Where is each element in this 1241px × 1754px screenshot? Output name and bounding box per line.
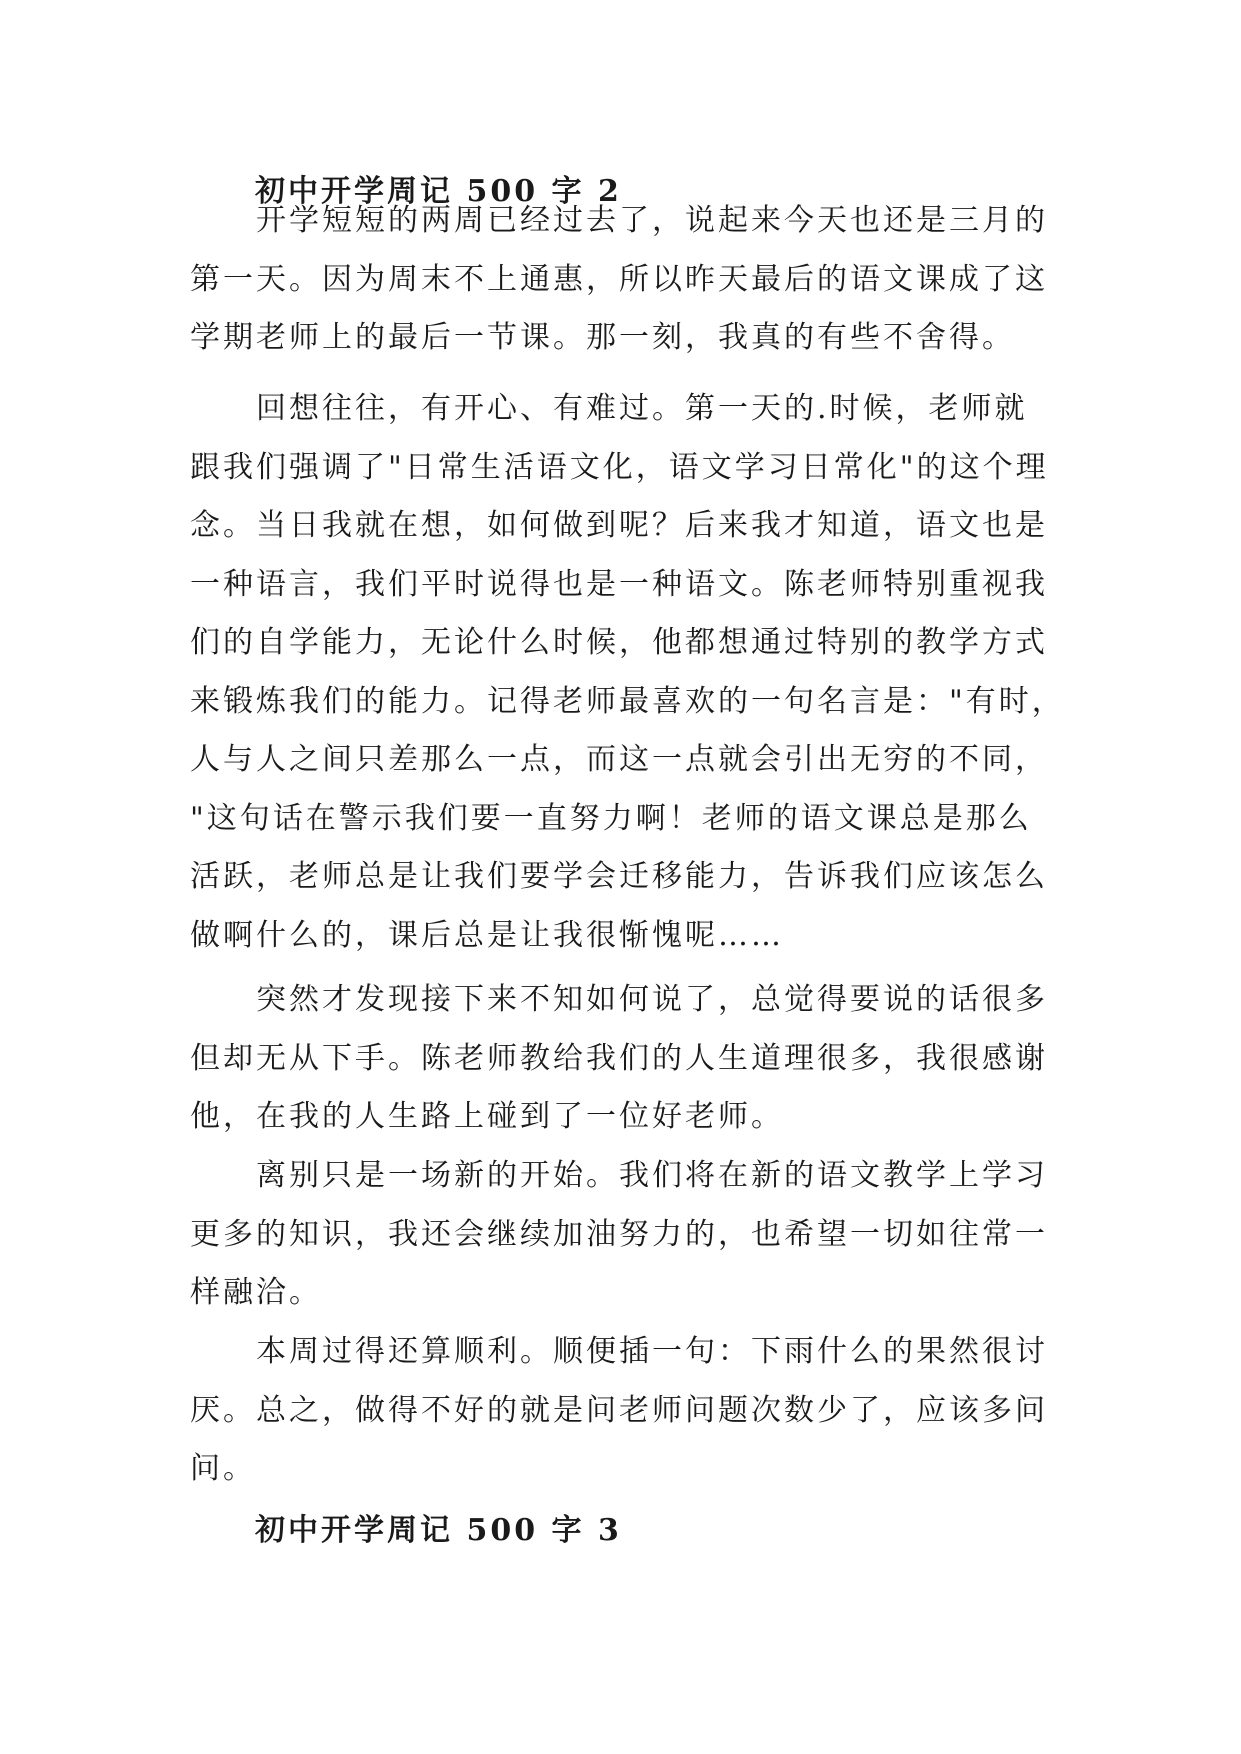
paragraph-line: 问。 (190, 1451, 256, 1486)
paragraph-line: 但却无从下手。陈老师教给我们的人生道理很多，我很感谢 (190, 1040, 1048, 1076)
paragraph-line: 更多的知识，我还会继续加油努力的，也希望一切如往常一 (190, 1216, 1048, 1252)
paragraph-line: 们的自学能力，无论什么时候，他都想通过特别的教学方式 (190, 625, 1048, 660)
paragraph-line: 学期老师上的最后一节课。那一刻，我真的有些不舍得。 (190, 320, 1015, 355)
paragraph-line: 他，在我的人生路上碰到了一位好老师。 (190, 1099, 784, 1134)
section-heading-2: 初中开学周记 500 字 2 (255, 174, 622, 209)
paragraph-line: 开学短短的两周已经过去了，说起来今天也还是三月的 (190, 203, 1048, 238)
paragraph-line: 突然才发现接下来不知如何说了，总觉得要说的话很多 (190, 982, 1048, 1017)
paragraph-line: 一种语言，我们平时说得也是一种语文。陈老师特别重视我 (190, 566, 1048, 602)
paragraph-line: 做啊什么的，课后总是让我很惭愧呢…… (190, 917, 784, 953)
paragraph-line: 离别只是一场新的开始。我们将在新的语文教学上学习 (190, 1158, 1048, 1193)
paragraph-1 (190, 192, 1060, 368)
section-heading-3: 初中开学周记 500 字 3 (255, 1513, 622, 1548)
paragraph-line: 念。当日我就在想，如何做到呢？后来我才知道，语文也是 (190, 508, 1048, 543)
paragraph-line: 样融洽。 (190, 1275, 322, 1310)
paragraph-5 (190, 1323, 1060, 1499)
paragraph-line: 来锻炼我们的能力。记得老师最喜欢的一句名言是："有时， (190, 683, 1065, 719)
paragraph-line: 回想往往，有开心、有难过。第一天的.时候，老师就 (190, 391, 1028, 426)
paragraph-3 (190, 971, 1060, 1147)
paragraph-line: 第一天。因为周末不上通惠，所以昨天最后的语文课成了这 (190, 261, 1048, 297)
paragraph-line: 本周过得还算顺利。顺便插一句：下雨什么的果然很讨 (190, 1334, 1048, 1369)
paragraph-line: 跟我们强调了"日常生活语文化，语文学习日常化"的这个理 (190, 449, 1049, 485)
paragraph-line: 活跃，老师总是让我们要学会迁移能力，告诉我们应该怎么 (190, 859, 1048, 894)
paragraph-2 (190, 380, 1065, 965)
paragraph-4 (190, 1147, 1060, 1323)
paragraph-line: 厌。总之，做得不好的就是问老师问题次数少了，应该多问 (190, 1392, 1048, 1428)
paragraph-line: 人与人之间只差那么一点，而这一点就会引出无穷的不同， (190, 742, 1048, 777)
paragraph-line: "这句话在警示我们要一直努力啊！老师的语文课总是那么 (190, 800, 1032, 836)
